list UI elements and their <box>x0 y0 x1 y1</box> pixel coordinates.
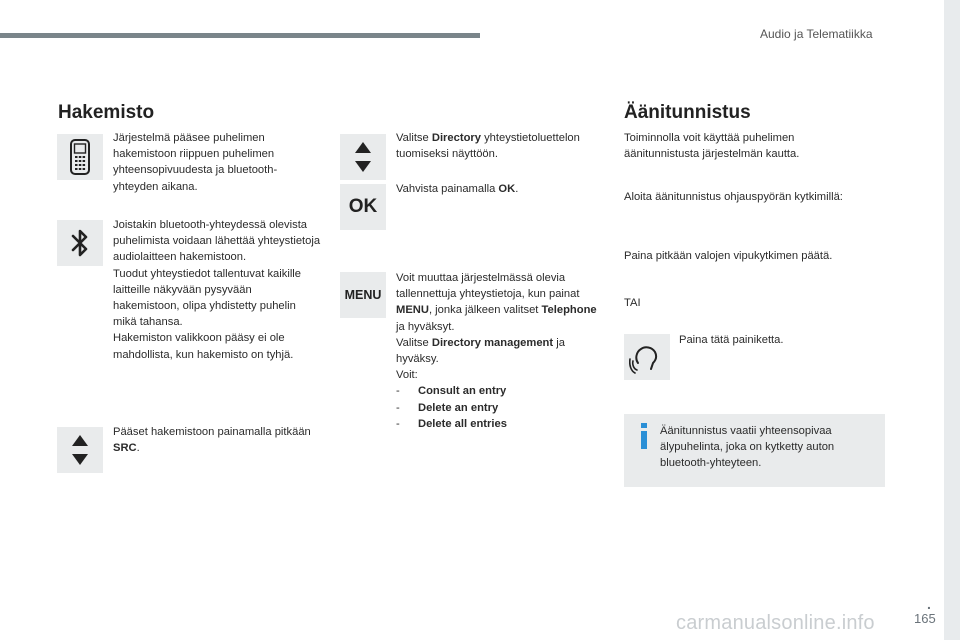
up-down-arrows-icon <box>57 427 103 473</box>
hakemisto-heading: Hakemisto <box>58 102 155 123</box>
ok-key: OK <box>498 183 516 195</box>
intro-paragraph: Järjestelmä pääsee puhelimen hakemistoon riippuen puhelimen yhteensopivuudesta ja bluetooth-yhteyden aikana. <box>113 132 278 193</box>
voice-command-icon <box>624 334 670 380</box>
menu-text-e: ja hyväksyt. <box>396 320 455 333</box>
voice-stalk: Paina pitkään valojen vipukytkimen päätä. <box>624 250 833 262</box>
page-dot: . <box>927 596 931 612</box>
telephone-key: Telephone <box>541 304 597 317</box>
src-paragraph <box>113 424 313 456</box>
bluetooth-paragraph-line: Tuodut yhteystiedot tallentuvat kaikille laitteille näkyvään pysyvään hakemistoon, olipa yhdistetty puhelin mikä tahansa. <box>113 267 302 329</box>
header-bar <box>0 33 480 38</box>
list-item: - Delete an entry <box>396 400 608 416</box>
menu-instructions <box>396 270 608 432</box>
ok-label: OK <box>348 196 378 217</box>
ok-button-icon <box>340 184 386 230</box>
menu-text-a: Voit muuttaa järjestelmässä olevia tallennettuja yhteystietoja, kun painat <box>396 272 580 301</box>
menu-instructions-line <box>396 270 608 335</box>
directory-management-key: Directory management <box>431 336 554 349</box>
directory-key: Directory <box>431 132 481 144</box>
voice-intro: Toiminnolla voit käyttää puhelimen äänitunnistusta järjestelmän kautta. <box>624 132 800 161</box>
phone-icon <box>57 134 103 180</box>
or-label: TAI <box>624 297 641 309</box>
voice-start: Aloita äänitunnistus ohjauspyörän kytkimillä: <box>624 191 843 203</box>
select-directory-post: yhteystietoluettelon tuomiseksi näyttöön. <box>396 132 580 161</box>
voit-label: Voit: <box>396 369 418 382</box>
directory-management-line <box>396 335 608 367</box>
confirm-ok-text <box>396 181 608 197</box>
menu-text-c: , jonka jälkeen valitset <box>428 304 542 317</box>
info-box <box>624 414 885 487</box>
bluetooth-paragraph-line: Hakemiston valikkoon pääsy ei ole mahdollista, kun hakemisto on tyhjä. <box>113 332 294 361</box>
select-directory-text <box>396 130 608 162</box>
page-number: 165 <box>914 611 936 626</box>
info-icon <box>638 423 650 449</box>
menu-button-icon <box>340 272 386 318</box>
src-end: . <box>136 442 140 455</box>
bluetooth-paragraph <box>113 217 321 363</box>
src-key: SRC <box>113 442 137 455</box>
src-text: Pääset hakemistoon painamalla pitkään <box>113 426 311 438</box>
bluetooth-icon <box>57 220 103 266</box>
menu-text-h: ja hyväksy. <box>396 336 565 366</box>
section-title: Audio ja Telematiikka <box>760 27 873 41</box>
page-edge-strip <box>944 0 960 640</box>
up-down-arrows-icon <box>340 134 386 180</box>
confirm-ok-pre: Vahvista painamalla <box>396 183 499 195</box>
menu-label: MENU <box>344 288 382 302</box>
bluetooth-paragraph-line: Joistakin bluetooth-yhteydessä olevista puhelimista voidaan lähettää yhteystietoja audiolaitteen hakemistoon. <box>113 219 321 264</box>
list-item: - Consult an entry <box>396 383 608 399</box>
press-button-text: Paina tätä painiketta. <box>679 334 784 346</box>
watermark: carmanualsonline.info <box>676 612 875 634</box>
options-list <box>396 383 608 432</box>
info-text: Äänitunnistus vaatii yhteensopivaa älypuhelinta, joka on kytketty auton bluetooth-yhteyteen. <box>660 425 835 470</box>
menu-key: MENU <box>396 304 429 317</box>
aanitunnistus-heading: Äänitunnistus <box>624 102 751 123</box>
list-item: - Delete all entries <box>396 416 608 432</box>
select-directory-pre: Valitse <box>396 132 432 144</box>
confirm-ok-post: . <box>515 183 519 195</box>
menu-text-f: Valitse <box>396 336 432 349</box>
